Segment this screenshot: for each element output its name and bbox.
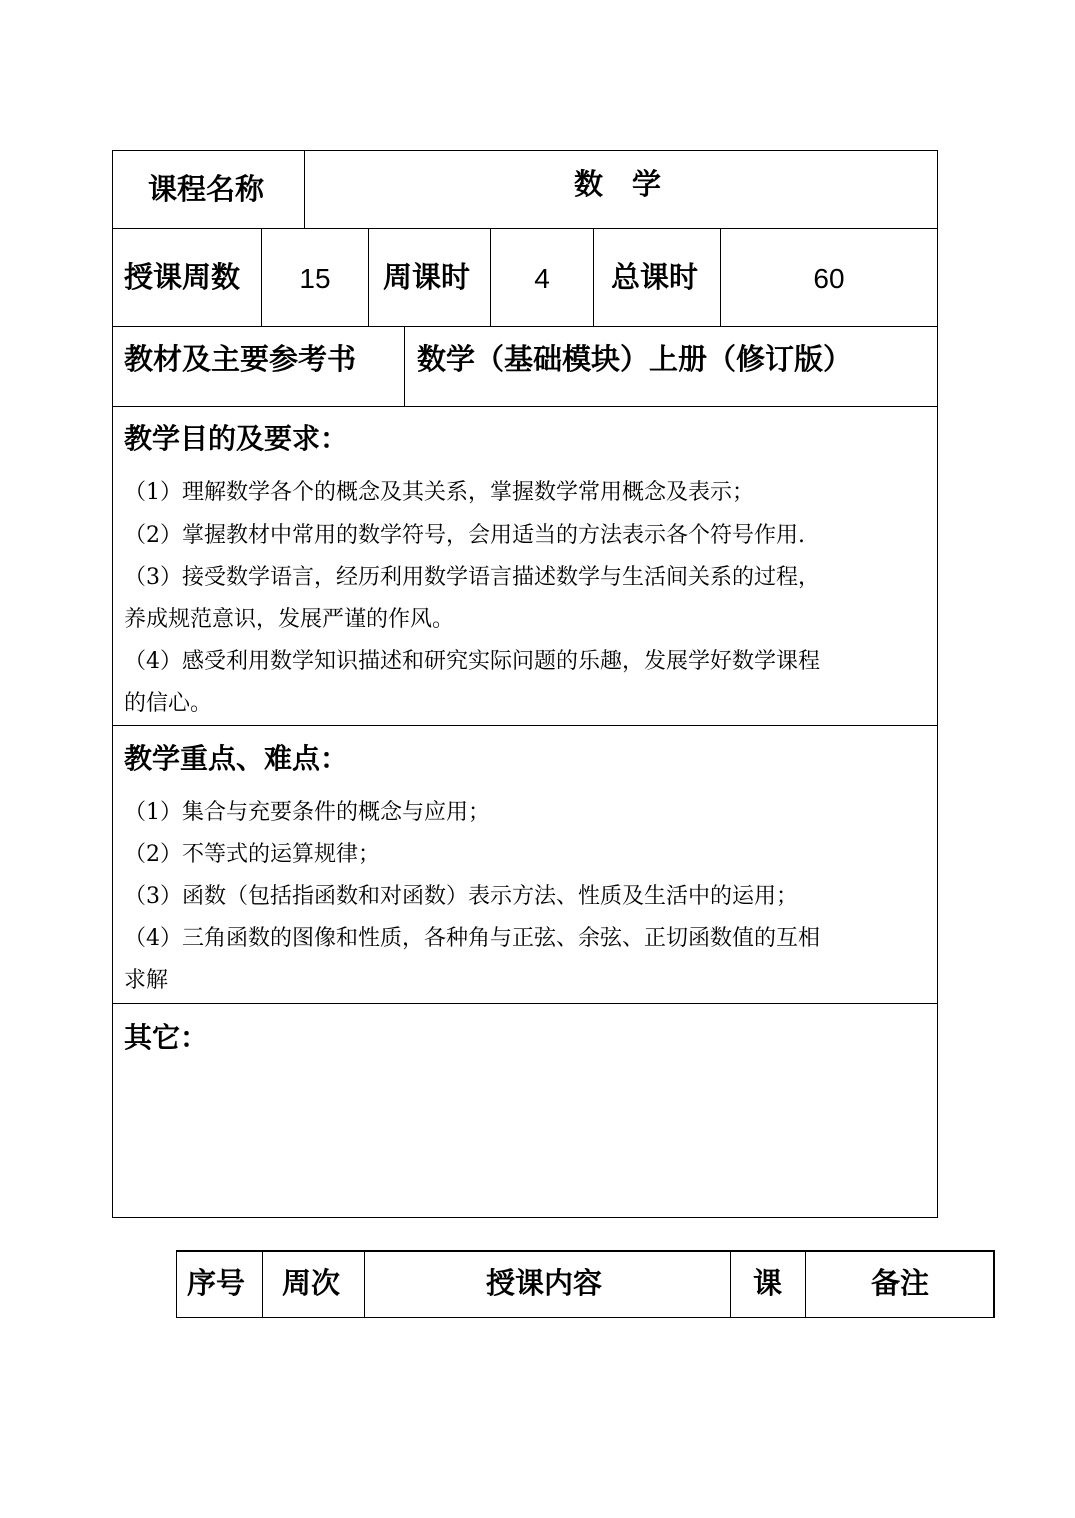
key-points-line: （4）三角函数的图像和性质，各种角与正弦、余弦、正切函数值的互相 [124, 926, 820, 951]
total-hours-label: 总课时 [611, 260, 699, 294]
weekly-hours-value: 4 [534, 263, 550, 294]
course-info-table [112, 150, 938, 1218]
objectives-line: （4）感受利用数学知识描述和研究实际问题的乐趣，发展学好数学课程 [124, 649, 820, 674]
weekly-hours-label: 周课时 [383, 260, 471, 294]
schedule-col-week: 周次 [282, 1266, 341, 1300]
weeks-label: 授课周数 [124, 260, 241, 294]
cell-divider [404, 326, 405, 406]
objectives-line: 养成规范意识，发展严谨的作风。 [124, 607, 455, 632]
weeks-value: 15 [299, 263, 331, 294]
objectives-heading: 教学目的及要求： [124, 422, 349, 455]
key-points-line: （1）集合与充要条件的概念与应用； [124, 800, 490, 825]
key-points-line: （2）不等式的运算规律； [124, 842, 380, 867]
total-hours-value: 60 [813, 263, 845, 294]
textbook-value: 数学（基础模块）上册（修订版） [417, 342, 853, 376]
row-divider [112, 228, 938, 229]
cell-divider [262, 1250, 263, 1318]
key-points-heading: 教学重点、难点： [124, 742, 349, 775]
cell-divider [364, 1250, 365, 1318]
objectives-line: 的信心。 [124, 691, 213, 716]
cell-divider [593, 228, 594, 326]
other-heading: 其它： [124, 1021, 209, 1054]
course-name-label: 课程名称 [148, 172, 265, 206]
objectives-line: （2）掌握教材中常用的数学符号，会用适当的方法表示各个符号作用. [124, 523, 805, 548]
schedule-col-index: 序号 [187, 1266, 246, 1300]
row-divider [112, 326, 938, 327]
schedule-col-hours: 课 [753, 1266, 783, 1300]
objectives-line: （3）接受数学语言，经历利用数学语言描述数学与生活间关系的过程， [124, 565, 820, 590]
cell-divider [368, 228, 369, 326]
schedule-col-content: 授课内容 [486, 1266, 603, 1300]
cell-divider [805, 1250, 806, 1318]
objectives-line: （1）理解数学各个的概念及其关系，掌握数学常用概念及表示； [124, 480, 754, 505]
row-divider [112, 725, 938, 726]
key-points-line: 求解 [124, 968, 169, 993]
key-points-line: （3）函数（包括指函数和对函数）表示方法、性质及生活中的运用； [124, 884, 798, 909]
row-divider [112, 406, 938, 407]
schedule-col-notes: 备注 [871, 1266, 930, 1300]
cell-divider [304, 150, 305, 228]
textbook-label: 教材及主要参考书 [124, 342, 357, 376]
course-name-value: 数 学 [574, 167, 662, 201]
row-divider [112, 1003, 938, 1004]
cell-divider [730, 1250, 731, 1318]
